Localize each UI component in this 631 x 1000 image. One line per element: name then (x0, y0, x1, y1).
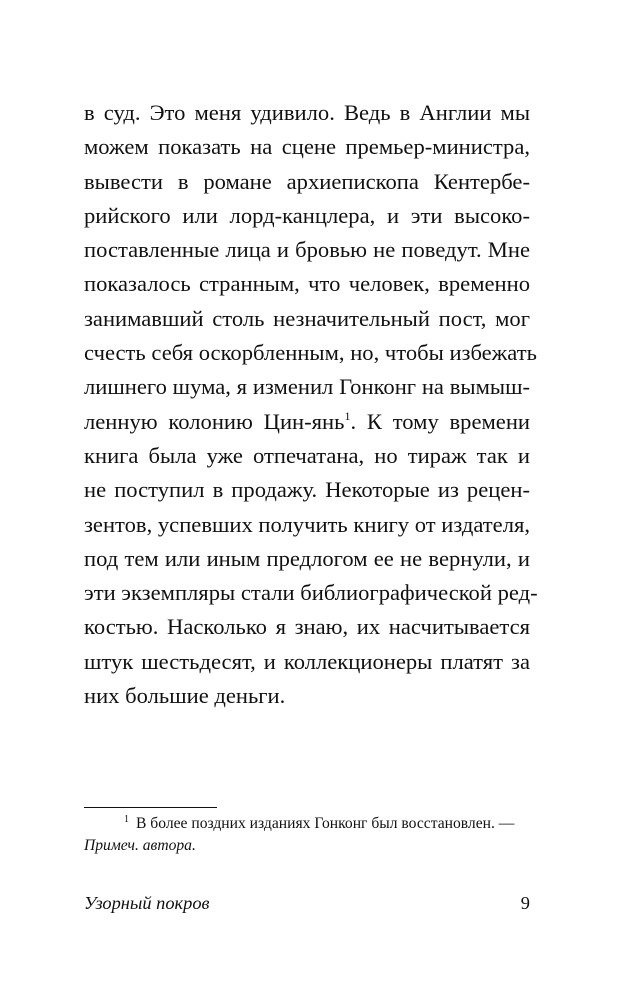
footnote-reference[interactable]: 1 (344, 408, 351, 423)
text-line: костью. Насколько я знаю, их насчитывается (84, 614, 530, 640)
text-line: не поступил в продажу. Некоторые из рецен- (84, 477, 530, 503)
text-line: под тем или иным предлогом ее не вернули, и (84, 545, 530, 571)
text-line: них большие деньги. (84, 683, 286, 709)
footnote (84, 813, 530, 857)
text-line: книга была уже отпечатана, но тираж так и (84, 442, 530, 468)
text-line: лишнего шума, я изменил Гонконг на вымыш- (84, 374, 530, 400)
text-line: эти экземпляры стали библиографической ред- (84, 580, 538, 606)
text-line: зентов, успевших получить книгу от издателя, (84, 511, 531, 537)
text-line: показалось странным, что человек, временно (84, 271, 530, 297)
text-line: вывести в романе архиепископа Кентербе- (84, 168, 530, 194)
footnote-text: В более поздних изданиях Гонконг был восстановлен. — (136, 815, 515, 832)
footnote-line (84, 813, 530, 835)
page-number: 9 (520, 893, 530, 913)
footnote-attribution: Примеч. автора. (84, 837, 196, 854)
footnote-divider (84, 807, 217, 808)
text-line: в суд. Это меня удивило. Ведь в Англии мы (84, 100, 530, 125)
text-line: можем показать на сцене премьер-министра, (84, 134, 530, 160)
main-text (84, 96, 538, 713)
text-line-part: ленную колонию Цин-янь (84, 408, 345, 434)
text-line: занимавший столь незначительный пост, мог (84, 305, 530, 331)
text-line-with-footnote-ref (84, 405, 530, 439)
text-line: штук шестьдесят, и коллекционеры платят за (84, 648, 530, 674)
text-line: поставленные лица и бровью не поведут. Мне (84, 237, 530, 263)
text-line-part: . К тому времени (350, 408, 531, 434)
footnote-marker: 1 (124, 814, 129, 825)
text-line: счесть себя оскорбленным, но, чтобы избежать (84, 340, 537, 366)
text-line: рийского или лорд-канцлера, и эти высоко- (84, 202, 530, 228)
running-title: Узорный покров (84, 893, 210, 913)
